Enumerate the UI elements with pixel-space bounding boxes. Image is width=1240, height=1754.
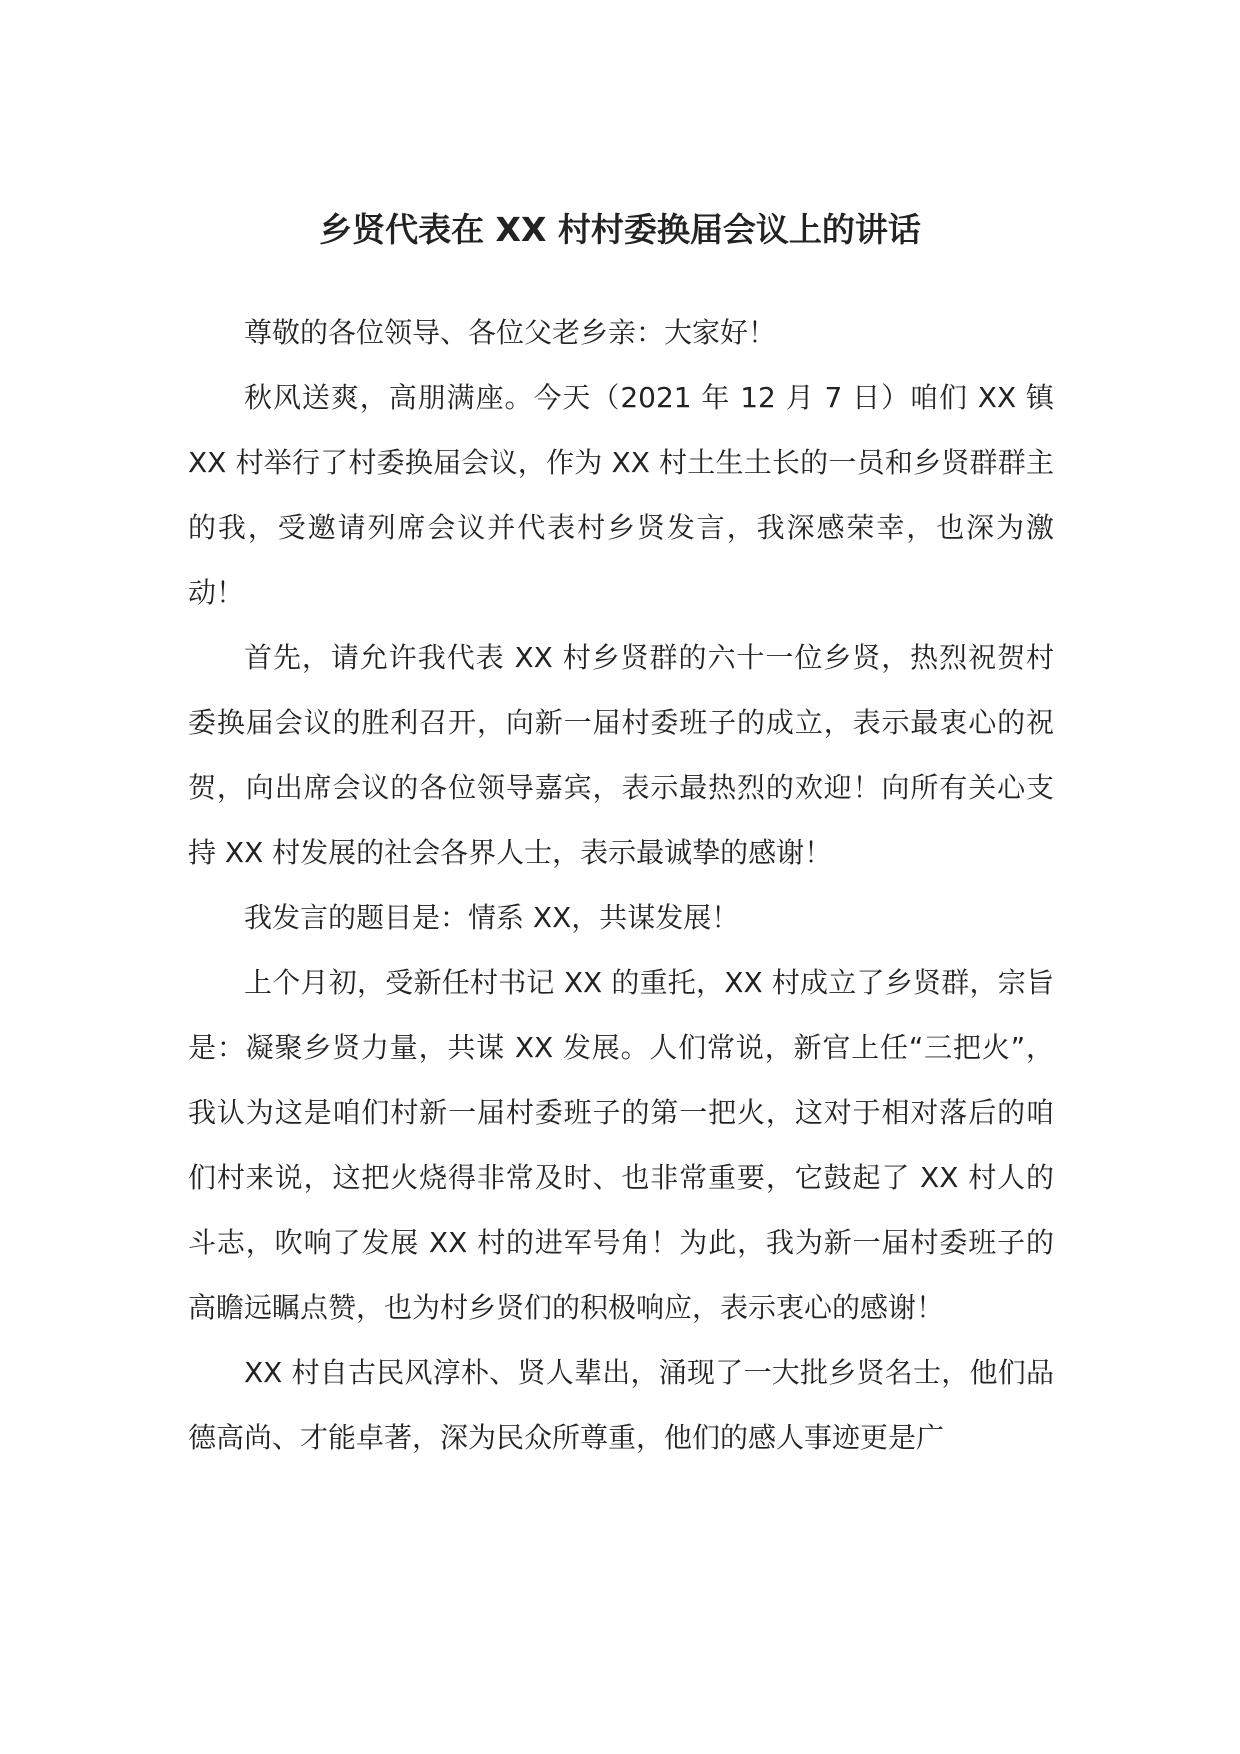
paragraph-history: XX 村自古民风淳朴、贤人辈出，涌现了一大批乡贤名士，他们品德高尚、才能卓著，深为民众所尊重，他们的感人事迹更是广 bbox=[188, 1356, 1054, 1454]
paragraph-opening: 秋风送爽，高朋满座。今天（2021 年 12 月 7 日）咱们 XX 镇 XX 村举行了村委换届会议，作为 XX 村土生土长的一员和乡贤群群主的我，受邀请列席会议并代表村乡贤发言，我深感荣幸，也深为激动！ bbox=[188, 381, 1054, 609]
paragraph-greeting: 尊敬的各位领导、各位父老乡亲：大家好！ bbox=[244, 316, 777, 349]
paragraph-congratulations: 首先，请允许我代表 XX 村乡贤群的六十一位乡贤，热烈祝贺村委换届会议的胜利召开，向新一届村委班子的成立，表示最衷心的祝贺，向出席会议的各位领导嘉宾，表示最热烈的欢迎！向所有关心支持 XX 村发展的社会各界人士，表示最诚挚的感谢！ bbox=[188, 641, 1054, 869]
document-body bbox=[188, 300, 1054, 1470]
paragraph-topic: 我发言的题目是：情系 XX，共谋发展！ bbox=[244, 901, 740, 934]
paragraph-background: 上个月初，受新任村书记 XX 的重托，XX 村成立了乡贤群，宗旨是：凝聚乡贤力量，共谋 XX 发展。人们常说，新官上任“三把火”，我认为这是咱们村新一届村委班子的第一把火，这对于相对落后的咱们村来说，这把火烧得非常及时、也非常重要，它鼓起了 XX 村人的斗志，吹响了发展 XX 村的进军号角！为此，我为新一届村委班子的高瞻远瞩点赞，也为村乡贤们的积极响应，表示衷心的感谢！ bbox=[188, 966, 1054, 1324]
document-title: 乡贤代表在 XX 村村委换届会议上的讲话 bbox=[319, 210, 921, 249]
